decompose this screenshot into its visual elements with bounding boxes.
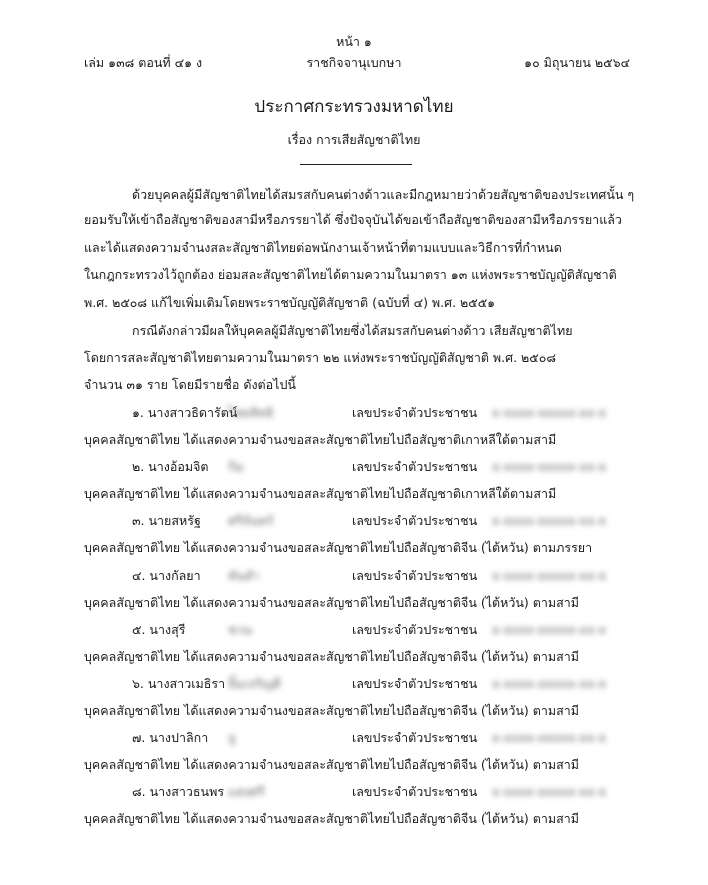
id-number-redacted: x-xxxx-xxxxx-xx-x — [492, 730, 607, 745]
id-number-redacted: x-xxxx-xxxxx-xx-x — [492, 784, 607, 799]
person-surname-redacted: ทันสำ — [228, 568, 260, 583]
person-surname-redacted: แสงศรี — [228, 784, 265, 799]
document-title: ประกาศกระทรวงมหาดไทย — [254, 97, 454, 117]
id-label: เลขประจำตัวประชาชน — [352, 513, 478, 528]
publication-date: ๑๐ มิถุนายน ๒๕๖๔ — [524, 55, 630, 70]
id-number-redacted: x-xxxx-xxxxx-xx-x — [492, 513, 607, 528]
paragraph-line: พ.ศ. ๒๕๐๘ แก้ไขเพิ่มเติมโดยพระราชบัญญัติสัญชาติ (ฉบับที่ ๔) พ.ศ. ๒๕๕๑ — [84, 295, 496, 310]
volume-issue: เล่ม ๑๓๘ ตอนที่ ๔๑ ง — [84, 55, 203, 70]
person-surname-redacted: ไชยสิทธิ — [228, 405, 274, 420]
id-label: เลขประจำตัวประชาชน — [352, 622, 478, 637]
person-description: บุคคลสัญชาติไทย ได้แสดงความจำนงขอสละสัญชาติไทยไปถือสัญชาติจีน (ไต้หวัน) ตามภรรยา — [84, 540, 593, 555]
id-number-redacted: x-xxxx-xxxxx-xx-x — [492, 676, 607, 691]
person-name: ๗. นางปาลิกา — [132, 730, 209, 745]
id-label: เลขประจำตัวประชาชน — [352, 459, 478, 474]
page-number: หน้า ๑ — [336, 34, 372, 49]
person-surname-redacted: จู — [228, 730, 236, 745]
id-number-redacted: x-xxxx-xxxxx-xx-x — [492, 568, 607, 583]
paragraph-line: ยอมรับให้เข้าถือสัญชาติของสามีหรือภรรยาได้ ซึ่งปัจจุบันได้ขอเข้าถือสัญชาติของสามีหรือภรรยาแล้ว — [84, 212, 622, 227]
person-surname-redacted: ศรีจันทร์ — [228, 513, 274, 528]
person-description: บุคคลสัญชาติไทย ได้แสดงความจำนงขอสละสัญชาติไทยไปถือสัญชาติเกาหลีใต้ตามสามี — [84, 432, 557, 447]
id-label: เลขประจำตัวประชาชน — [352, 784, 478, 799]
id-label: เลขประจำตัวประชาชน — [352, 730, 478, 745]
id-number-redacted: x-xxxx-xxxxx-xx-x — [492, 405, 607, 420]
person-description: บุคคลสัญชาติไทย ได้แสดงความจำนงขอสละสัญชาติไทยไปถือสัญชาติจีน (ไต้หวัน) ตามสามี — [84, 811, 580, 826]
document-subject: เรื่อง การเสียสัญชาติไทย — [287, 132, 421, 147]
person-name: ๕. นางสุรี — [132, 622, 186, 637]
person-name: ๖. นางสาวเมธิรา — [132, 676, 226, 691]
person-description: บุคคลสัญชาติไทย ได้แสดงความจำนงขอสละสัญชาติไทยไปถือสัญชาติจีน (ไต้หวัน) ตามสามี — [84, 649, 580, 664]
person-name: ๑. นางสาวธิดารัตน์ — [132, 405, 238, 420]
person-name: ๓. นายสหรัฐ — [132, 513, 201, 528]
person-description: บุคคลสัญชาติไทย ได้แสดงความจำนงขอสละสัญชาติไทยไปถือสัญชาติเกาหลีใต้ตามสามี — [84, 486, 557, 501]
id-label: เลขประจำตัวประชาชน — [352, 405, 478, 420]
person-surname-redacted: กิม — [228, 459, 244, 474]
paragraph-line: ในกฎกระทรวงไว้ถูกต้อง ย่อมสละสัญชาติไทยได้ตามความในมาตรา ๑๓ แห่งพระราชบัญญัติสัญชาติ — [84, 267, 617, 282]
gazette-name: ราชกิจจานุเบกษา — [306, 55, 402, 70]
id-label: เลขประจำตัวประชาชน — [352, 568, 478, 583]
person-surname-redacted: ชวน — [228, 622, 253, 637]
id-number-redacted: x-xxxx-xxxxx-xx-x — [492, 622, 607, 637]
id-label: เลขประจำตัวประชาชน — [352, 676, 478, 691]
person-description: บุคคลสัญชาติไทย ได้แสดงความจำนงขอสละสัญชาติไทยไปถือสัญชาติจีน (ไต้หวัน) ตามสามี — [84, 757, 580, 772]
person-surname-redacted: ลิ้มเจริญดี — [228, 676, 281, 691]
paragraph-line: ด้วยบุคคลผู้มีสัญชาติไทยได้สมรสกับคนต่างด้าวและมีกฎหมายว่าด้วยสัญชาติของประเทศนั้น ๆ — [132, 187, 635, 202]
paragraph-line: กรณีดังกล่าวมีผลให้บุคคลผู้มีสัญชาติไทยซึ่งได้สมรสกับคนต่างด้าว เสียสัญชาติไทย — [132, 323, 573, 338]
person-name: ๒. นางอ้อมจิต — [132, 459, 209, 474]
paragraph-line: และได้แสดงความจำนงสละสัญชาติไทยต่อพนักงานเจ้าหน้าที่ตามแบบและวิธีการที่กำหนด — [84, 240, 562, 255]
title-divider — [300, 164, 412, 165]
person-description: บุคคลสัญชาติไทย ได้แสดงความจำนงขอสละสัญชาติไทยไปถือสัญชาติจีน (ไต้หวัน) ตามสามี — [84, 703, 580, 718]
paragraph-line: จำนวน ๓๑ ราย โดยมีรายชื่อ ดังต่อไปนี้ — [84, 377, 296, 392]
person-name: ๘. นางสาวธนพร — [132, 784, 225, 799]
person-description: บุคคลสัญชาติไทย ได้แสดงความจำนงขอสละสัญชาติไทยไปถือสัญชาติจีน (ไต้หวัน) ตามสามี — [84, 595, 580, 610]
person-name: ๔. นางกัลยา — [132, 568, 201, 583]
id-number-redacted: x-xxxx-xxxxx-xx-x — [492, 459, 607, 474]
paragraph-line: โดยการสละสัญชาติไทยตามความในมาตรา ๒๒ แห่งพระราชบัญญัติสัญชาติ พ.ศ. ๒๕๐๘ — [84, 350, 556, 365]
